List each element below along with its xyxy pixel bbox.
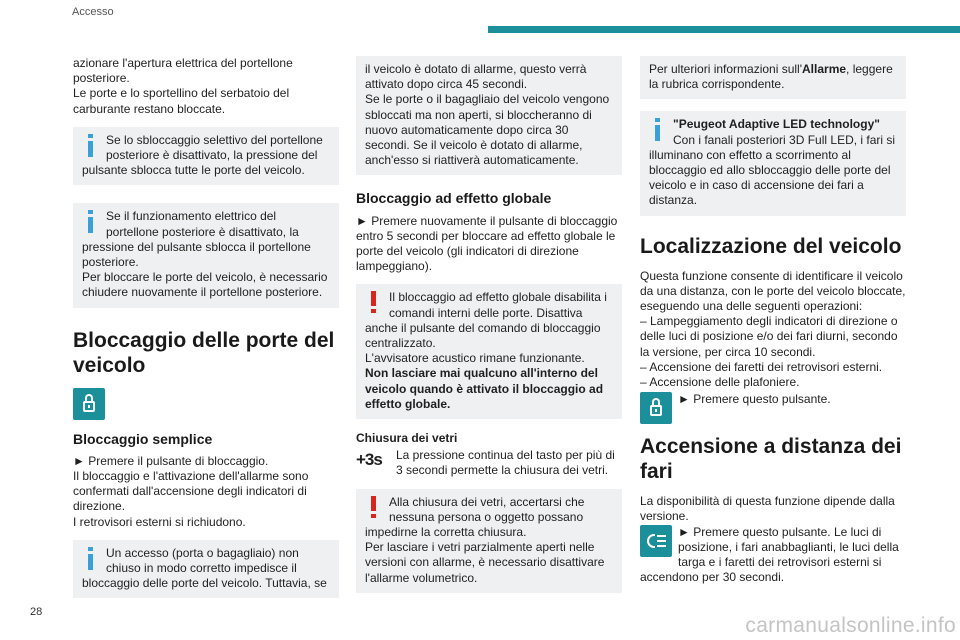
instruction: ► Premere questo pulsante. Le luci di posizione, i fari anabbaglianti, le luci della targa e i faretti dei retrovisori esterni si accendono per 30 secondi. — [640, 524, 899, 585]
info-icon — [651, 117, 665, 147]
info-text: Per bloccare le porte del veicolo, è necessario chiudere nuovamente il portellone posteriore. — [82, 270, 328, 300]
windows-row — [356, 448, 622, 478]
instruction: ► Premere questo pulsante. — [678, 392, 831, 407]
text-line: carburante restano bloccate. — [73, 101, 226, 116]
info-text: Se le porte o il bagagliaio del veicolo vengono sbloccati ma non aperti, si bloccheranno di nuovo automaticamente dopo circa 30 secondi. Se il veicolo è dotato di allarme, anch'esso si riattiverà automaticamente. — [365, 92, 610, 168]
info-box — [73, 203, 339, 307]
warning-icon — [367, 290, 381, 320]
subsection-heading: Bloccaggio semplice — [73, 430, 213, 447]
section-title: Accesso — [72, 6, 114, 18]
info-box — [73, 127, 339, 186]
warning-text: Per lasciare i vetri parzialmente aperti nelle versioni con allarme, è necessario disattivare l'allarme volumetrico. — [365, 540, 605, 585]
info-text: il veicolo è dotato di allarme, questo verrà attivato dopo circa 45 secondi. — [365, 62, 587, 92]
page-number: 28 — [30, 606, 43, 618]
text-line: azionare l'apertura elettrica del portellone — [73, 56, 293, 70]
info-text: Se il funzionamento elettrico del portellone posteriore è disattivato, la pressione del pulsante sblocca il portellone posteriore. — [82, 209, 311, 270]
text-paragraph: Questa funzione consente di identificare il veicolo da una distanza, con le porte del veicolo bloccate, eseguendo una delle seguenti operazioni: — [640, 268, 906, 314]
info-text: Se lo sbloccaggio selettivo del portellone posteriore è disattivato, la pressione del pulsante sblocca tutte le porte del veicolo. — [82, 132, 323, 178]
section-heading: Bloccaggio delle porte del veicolo — [73, 328, 335, 377]
info-box — [73, 540, 339, 599]
subsection-heading: Bloccaggio ad effetto globale — [356, 190, 552, 207]
windows-heading: Chiusura dei vetri — [356, 431, 458, 446]
warning-icon — [367, 495, 381, 525]
warning-text: Alla chiusura dei vetri, accertarsi che nessuna persona o oggetto possano impedirne la corretta chiusura. — [365, 494, 585, 540]
list-item: – Accensione delle plafoniere. — [640, 375, 800, 390]
info-text: Un accesso (porta o bagagliaio) non chiuso in modo corretto impedisce il bloccaggio delle porte del veicolo. Tuttavia, se — [82, 545, 327, 591]
lock-button-icon — [73, 388, 105, 420]
locate-row — [640, 392, 906, 426]
info-icon — [84, 133, 98, 163]
info-icon — [84, 546, 98, 576]
windows-text: La pressione continua del tasto per più di 3 secondi permette la chiusura dei vetri. — [396, 448, 615, 478]
text-paragraph: La disponibilità di questa funzione dipende dalla versione. — [640, 494, 895, 524]
plus-3s-icon: +3s — [356, 450, 382, 470]
list-item: – Accensione dei faretti dei retrovisori esterni. — [640, 359, 883, 374]
section-heading: Localizzazione del veicolo — [640, 234, 902, 258]
instruction: ► Premere il pulsante di bloccaggio. — [73, 453, 269, 468]
header-accent-bar — [488, 26, 960, 33]
headlight-button-icon — [640, 525, 672, 557]
lock-button-icon — [640, 392, 672, 424]
section-heading: Accensione a distanza dei fari — [640, 435, 902, 484]
info-box — [640, 111, 906, 215]
info-text — [649, 62, 898, 92]
info-box — [640, 56, 906, 99]
instruction: ► Premere nuovamente il pulsante di bloccaggio entro 5 secondi per bloccare ad effetto globale le porte del veicolo (gli indicatori di direzione lampeggiano). — [356, 213, 618, 274]
info-text-bold: Allarme — [802, 62, 847, 76]
warning-text: L'avvisatore acustico rimane funzionante. — [365, 351, 585, 366]
column-2 — [356, 56, 622, 605]
info-text-pre: Per ulteriori informazioni sull' — [649, 62, 803, 76]
text-paragraph: I retrovisori esterni si richiudono. — [73, 514, 246, 529]
column-3 — [640, 56, 906, 585]
watermark: carmanualsonline.info — [745, 614, 956, 637]
text-paragraph: Il bloccaggio e l'attivazione dell'allarme sono confermati dall'accensione degli indicatori di direzione. — [73, 469, 309, 514]
info-icon — [84, 209, 98, 239]
info-text-post: , leggere la rubrica corrispondente. — [649, 62, 893, 92]
warning-box — [356, 489, 622, 593]
warning-box — [356, 284, 622, 419]
headlights-row — [640, 525, 906, 586]
warning-text-bold: Non lasciare mai qualcuno all'interno del veicolo quando è attivato il bloccaggio ad effetto globale. — [365, 366, 604, 411]
list-item: – Lampeggiamento degli indicatori di direzione o delle luci di posizione e/o dei fari diurni, secondo la versione, per circa 10 secondi. — [640, 314, 898, 359]
column-1 — [73, 56, 339, 610]
text-line: Le porte e lo sportellino del serbatoio del — [73, 86, 290, 101]
info-box-continued — [356, 56, 622, 175]
info-text: Con i fanali posteriori 3D Full LED, i fari si illuminano con effetto a scorrimento al bloccaggio ed allo sbloccaggio delle porte del veicolo e in caso di accensione dei fari a distanza. — [649, 132, 896, 208]
text-line: posteriore. — [73, 71, 130, 86]
info-title: "Peugeot Adaptive LED technology" — [673, 117, 880, 132]
warning-text: Il bloccaggio ad effetto globale disabilita i comandi interni delle porte. Disattiva anche il pulsante del comando di bloccaggio centralizzato. — [365, 290, 607, 351]
